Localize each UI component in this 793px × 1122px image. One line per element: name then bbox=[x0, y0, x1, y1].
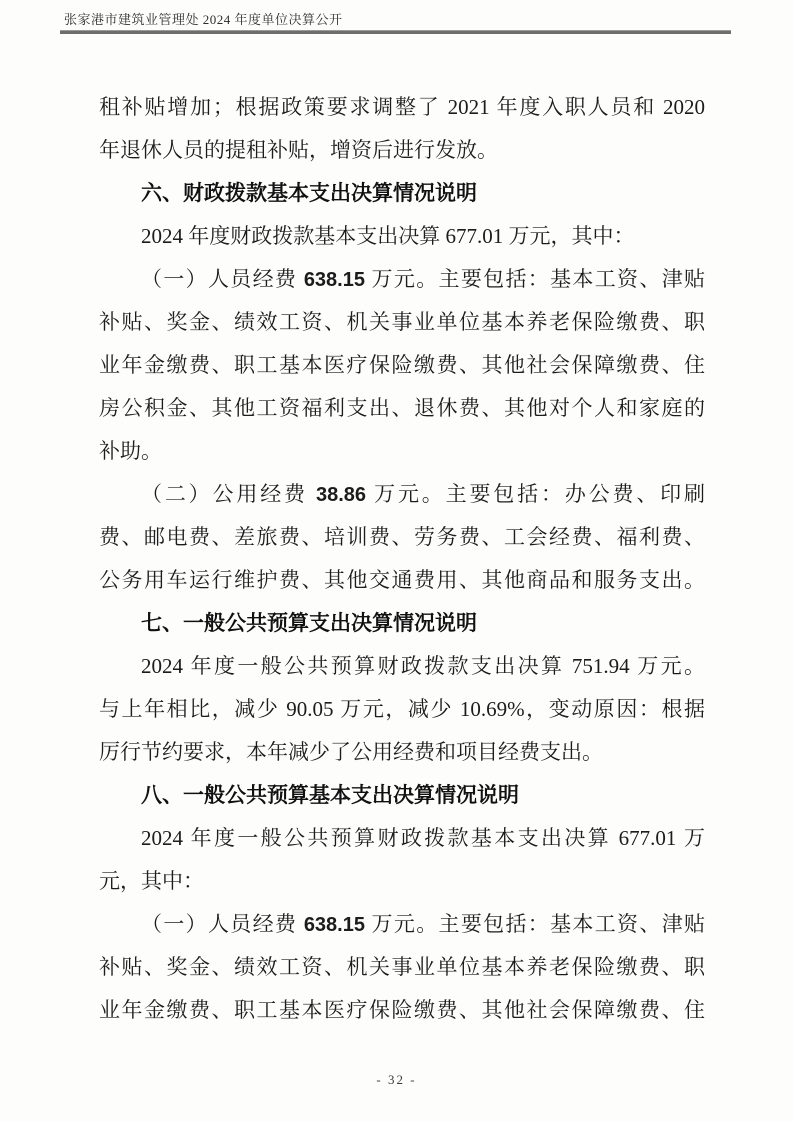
text-line bbox=[99, 731, 705, 774]
text-run: （一）人员经费 bbox=[141, 912, 304, 936]
text-run: 六、财政拨款基本支出决算情况说明 bbox=[141, 182, 477, 205]
text-run: 厉行节约要求，本年减少了公用经费和项目经费支出。 bbox=[99, 740, 603, 764]
text-run: 补助。 bbox=[99, 439, 162, 463]
text-run: 2024 年度财政拨款基本支出决算 677.01 万元，其中： bbox=[141, 224, 635, 248]
text-line bbox=[99, 817, 705, 860]
text-run: 年退休人员的提租补贴，增资后进行发放。 bbox=[99, 138, 498, 162]
section-heading bbox=[99, 602, 705, 645]
text-run: 八、一般公共预算基本支出决算情况说明 bbox=[141, 784, 519, 807]
text-line bbox=[99, 473, 705, 516]
section-heading bbox=[99, 774, 705, 817]
text-line bbox=[99, 946, 705, 989]
amount-value: 638.15 bbox=[303, 269, 365, 291]
text-run: 2024 年度一般公共预算财政拨款支出决算 751.94 万元。 bbox=[141, 654, 705, 678]
text-line bbox=[99, 258, 705, 301]
page-header-title: 张家港市建筑业管理处 2024 年度单位决算公开 bbox=[64, 12, 343, 27]
text-run: 公务用车运行维护费、其他交通费用、其他商品和服务支出。 bbox=[99, 568, 705, 592]
page-number: - 32 - bbox=[376, 1072, 417, 1087]
text-line bbox=[99, 301, 705, 344]
amount-value: 38.86 bbox=[315, 484, 367, 506]
text-run: 2024 年度一般公共预算财政拨款基本支出决算 677.01 万 bbox=[141, 826, 705, 850]
text-line bbox=[99, 559, 705, 602]
text-line bbox=[99, 645, 705, 688]
text-run: （二）公用经费 bbox=[141, 482, 316, 506]
text-run: 与上年相比，减少 90.05 万元，减少 10.69%，变动原因：根据 bbox=[99, 697, 705, 721]
text-run: 万元。主要包括：基本工资、津贴 bbox=[364, 912, 706, 936]
text-line bbox=[99, 903, 705, 946]
text-run: 业年金缴费、职工基本医疗保险缴费、其他社会保障缴费、住 bbox=[99, 998, 705, 1022]
text-line bbox=[99, 989, 705, 1032]
text-line bbox=[99, 344, 705, 387]
text-run: 补贴、奖金、绩效工资、机关事业单位基本养老保险缴费、职 bbox=[99, 310, 705, 334]
document-body bbox=[99, 86, 705, 1032]
section-heading bbox=[99, 172, 705, 215]
text-run: 业年金缴费、职工基本医疗保险缴费、其他社会保障缴费、住 bbox=[99, 353, 705, 377]
text-line bbox=[99, 129, 705, 172]
text-run: （一）人员经费 bbox=[141, 267, 304, 291]
text-run: 七、一般公共预算支出决算情况说明 bbox=[141, 612, 477, 635]
text-run: 补贴、奖金、绩效工资、机关事业单位基本养老保险缴费、职 bbox=[99, 955, 705, 979]
text-line bbox=[99, 215, 705, 258]
text-line bbox=[99, 860, 705, 903]
text-run: 元，其中： bbox=[99, 869, 204, 893]
text-run: 万元。主要包括：办公费、印刷 bbox=[366, 482, 706, 506]
text-line bbox=[99, 430, 705, 473]
text-line bbox=[99, 387, 705, 430]
text-line bbox=[99, 86, 705, 129]
header-rule bbox=[60, 30, 731, 34]
text-run: 房公积金、其他工资福利支出、退休费、其他对个人和家庭的 bbox=[99, 396, 705, 420]
text-run: 费、邮电费、差旅费、培训费、劳务费、工会经费、福利费、 bbox=[99, 525, 705, 549]
text-run: 租补贴增加；根据政策要求调整了 2021 年度入职人员和 2020 bbox=[99, 95, 705, 119]
text-line bbox=[99, 688, 705, 731]
text-line bbox=[99, 516, 705, 559]
amount-value: 638.15 bbox=[303, 914, 365, 936]
text-run: 万元。主要包括：基本工资、津贴 bbox=[364, 267, 706, 291]
